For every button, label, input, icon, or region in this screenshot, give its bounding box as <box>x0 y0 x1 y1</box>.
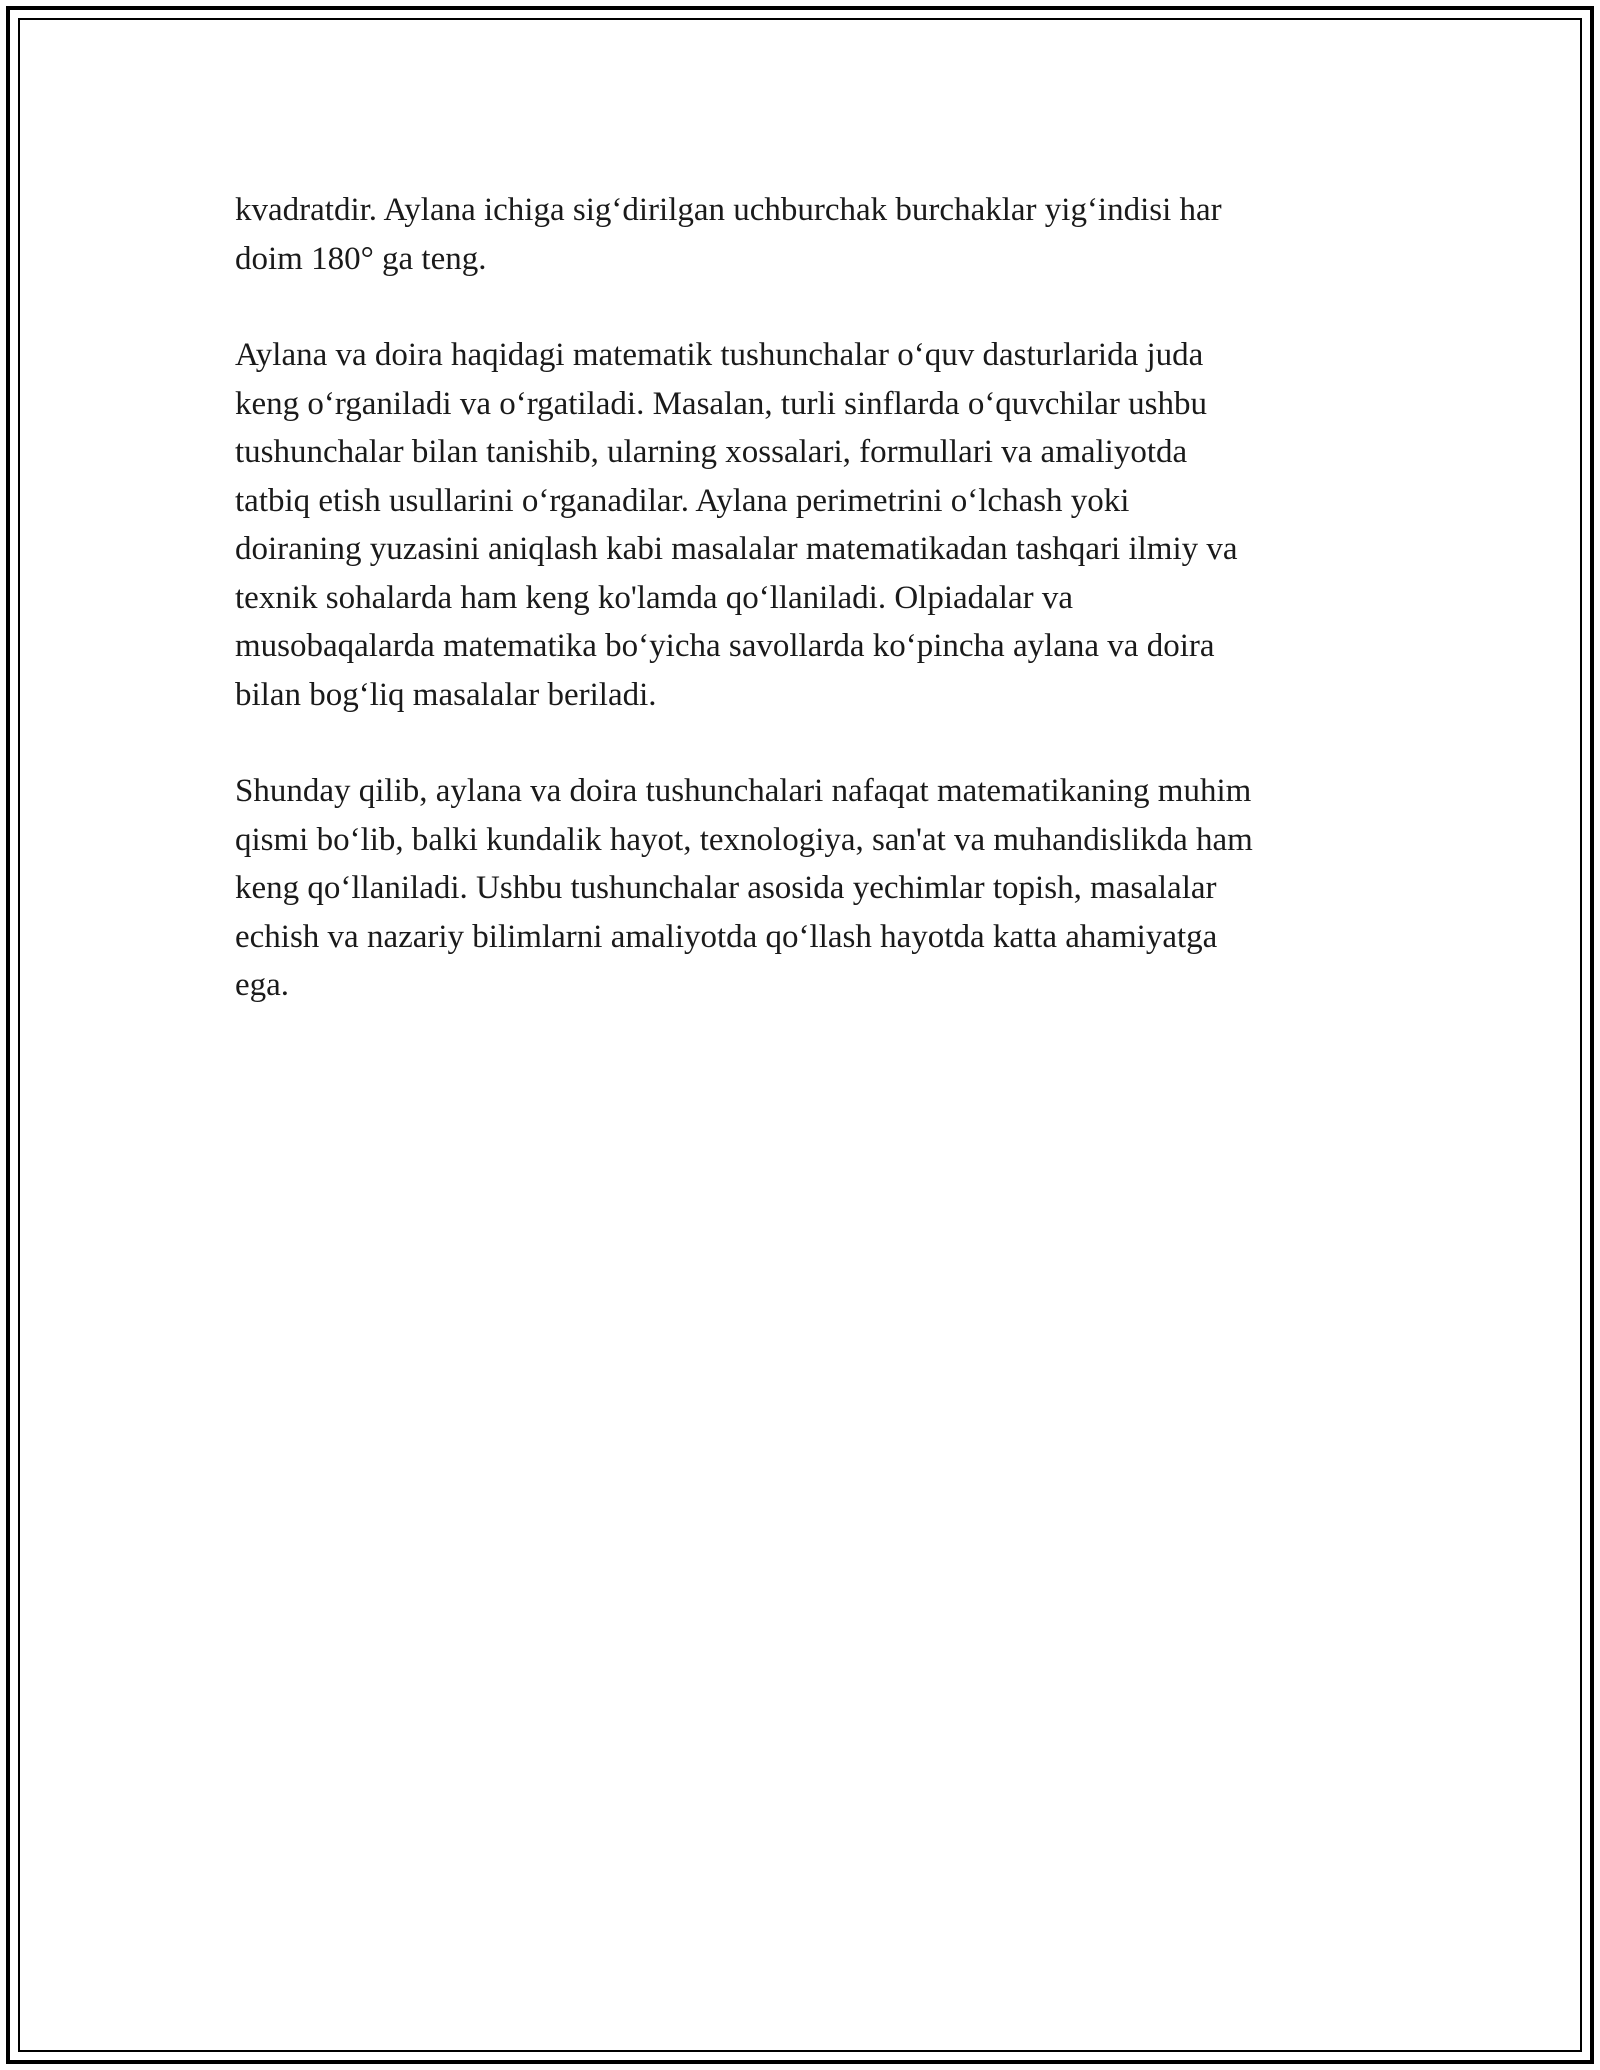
text-line: texnik sohalarda ham keng ko'lamda qo‘llaniladi. Olpiadalar va <box>235 579 1074 616</box>
paragraph-1 <box>235 186 1375 283</box>
text-line: keng qo‘llaniladi. Ushbu tushunchalar asosida yechimlar topish, masalalar <box>235 870 1217 906</box>
text-line: Aylana va doira haqidagi matematik tushunchalar o‘quv dasturlarida juda <box>235 337 1204 373</box>
text-line: keng o‘rganiladi va o‘rgatiladi. Masalan, turli sinflarda o‘quvchilar ushbu <box>235 385 1208 422</box>
text-line: tushunchalar bilan tanishib, ularning xossalari, formullari va amaliyotda <box>235 434 1188 470</box>
text-line: doim 180° ga teng. <box>235 240 487 277</box>
paragraph-2 <box>235 331 1375 719</box>
text-line: kvadratdir. Aylana ichiga sig‘dirilgan uchburchak burchaklar yig‘indisi har <box>235 192 1222 228</box>
text-line: musobaqalarda matematika bo‘yicha savollarda ko‘pincha aylana va doira <box>235 628 1215 664</box>
text-line: doiraning yuzasini aniqlash kabi masalalar matematikadan tashqari ilmiy va <box>235 531 1238 567</box>
document-body <box>235 186 1375 1058</box>
text-line: echish va nazariy bilimlarni amaliyotda qo‘llash hayotda katta ahamiyatga <box>235 918 1218 955</box>
text-line: bilan bog‘liq masalalar beriladi. <box>235 676 657 713</box>
text-line: Shunday qilib, aylana va doira tushunchalari nafaqat matematikaning muhim <box>235 773 1252 809</box>
text-line: qismi bo‘lib, balki kundalik hayot, texnologiya, san'at va muhandislikda ham <box>235 821 1253 858</box>
paragraph-3 <box>235 767 1375 1010</box>
text-line: tatbiq etish usullarini o‘rganadilar. Aylana perimetrini o‘lchash yoki <box>235 482 1130 519</box>
text-line: ega. <box>235 967 290 1003</box>
